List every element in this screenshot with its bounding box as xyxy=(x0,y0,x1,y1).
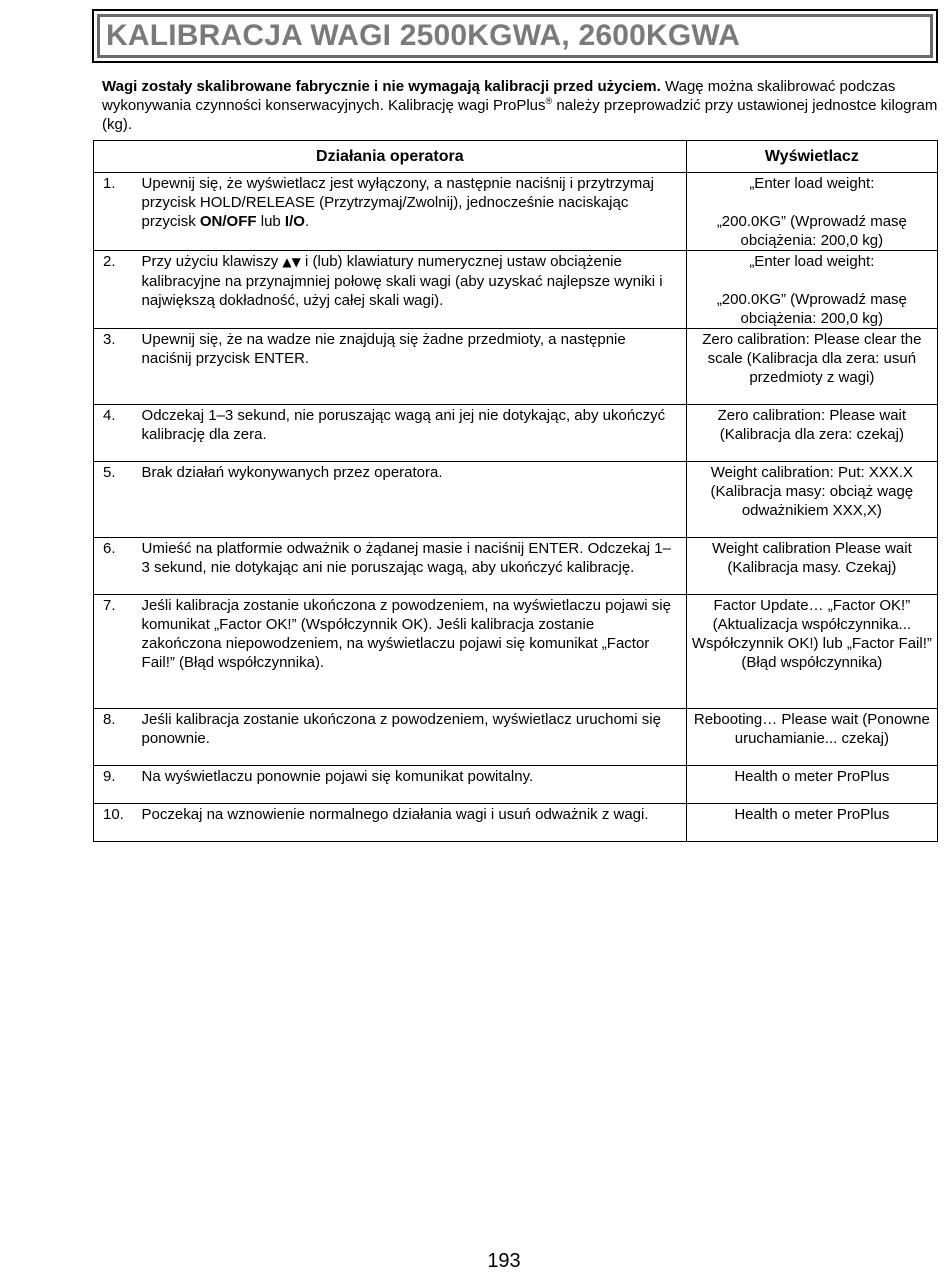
step-number: 2. xyxy=(94,251,135,329)
step-number: 7. xyxy=(94,595,135,709)
step-display: Rebooting… Please wait (Ponowne uruchamianie... czekaj) xyxy=(686,709,937,766)
display-line: „Enter load weight: xyxy=(749,175,875,192)
step-action: Poczekaj na wznowienie normalnego działania wagi i usuń odważnik z wagi. xyxy=(135,804,687,842)
intro-text-2: należy przeprowadzić przy ustawionej jednostce kilogram (kg). xyxy=(102,97,938,133)
step-number: 3. xyxy=(94,329,135,405)
step-number: 8. xyxy=(94,709,135,766)
step-action-text: Upewnij się, że wyświetlacz jest wyłączony, a następnie naciśnij i przytrzymaj przycisk HOLD/RELEASE (Przytrzymaj/Zwolnij), jednocześnie naciskając przycisk xyxy=(141,175,654,230)
up-down-arrow-icon: ▲▼ xyxy=(282,255,301,269)
step-display: Health o meter ProPlus xyxy=(686,804,937,842)
table-row xyxy=(94,804,938,842)
step-number: 4. xyxy=(94,405,135,462)
key-i-o: I/O xyxy=(284,213,305,230)
step-display: Factor Update… „Factor OK!” (Aktualizacja współczynnika... Współczynnik OK!) lub „Factor Fail!” (Błąd współczynnika) xyxy=(686,595,937,709)
step-display xyxy=(686,173,937,251)
header-actions: Działania operatora xyxy=(94,141,687,173)
step-display: Weight calibration: Put: XXX.X (Kalibracja masy: obciąż wagę odważnikiem XXX,X) xyxy=(686,462,937,538)
step-action-text: Przy użyciu klawiszy xyxy=(141,253,283,270)
table-row xyxy=(94,405,938,462)
step-action-text: lub xyxy=(256,213,285,230)
intro-paragraph xyxy=(102,77,944,134)
step-number: 10. xyxy=(94,804,135,842)
table-row xyxy=(94,173,938,251)
intro-bold-text: Wagi zostały skalibrowane fabrycznie i nie wymagają kalibracji przed użyciem. xyxy=(102,78,661,95)
page-number: 193 xyxy=(487,1250,521,1272)
step-action xyxy=(135,173,687,251)
key-on-off: ON/OFF xyxy=(199,213,257,230)
step-number: 5. xyxy=(94,462,135,538)
table-row xyxy=(94,538,938,595)
step-action-text: . xyxy=(304,213,310,230)
step-number: 6. xyxy=(94,538,135,595)
intro-text-1: Wagę można skalibrować podczas wykonywania czynności konserwacyjnych. Kalibrację wagi ProPlus xyxy=(102,78,896,114)
display-line: „200.0KG” (Wprowadź masę obciążenia: 200,0 kg) xyxy=(716,291,907,327)
table-row xyxy=(94,766,938,804)
step-action: Odczekaj 1–3 sekund, nie poruszając wagą ani jej nie dotykając, aby ukończyć kalibrację dla zera. xyxy=(135,405,687,462)
header-display: Wyświetlacz xyxy=(686,141,937,173)
step-display xyxy=(686,251,937,329)
table-header-row xyxy=(94,141,938,173)
spacer xyxy=(691,193,933,212)
step-action xyxy=(135,251,687,329)
table-row xyxy=(94,329,938,405)
calibration-table xyxy=(93,140,938,842)
step-action: Jeśli kalibracja zostanie ukończona z powodzeniem, na wyświetlaczu pojawi się komunikat „Factor OK!” (Współczynnik OK). Jeśli kalibracja zostanie zakończona niepowodzeniem, na wyświetlaczu pojawi się komunikat „Factor Fail!” (Błąd współczynnika). xyxy=(135,595,687,709)
step-action: Na wyświetlaczu ponownie pojawi się komunikat powitalny. xyxy=(135,766,687,804)
step-display: Zero calibration: Please wait (Kalibracja dla zera: czekaj) xyxy=(686,405,937,462)
step-number: 1. xyxy=(94,173,135,251)
step-display: Zero calibration: Please clear the scale (Kalibracja dla zera: usuń przedmioty z wagi) xyxy=(686,329,937,405)
table-row xyxy=(94,595,938,709)
step-display: Health o meter ProPlus xyxy=(686,766,937,804)
table-row xyxy=(94,709,938,766)
step-action-text: i (lub) klawiatury numerycznej ustaw obciążenie kalibracyjne na przynajmniej połowę skali wagi (aby uzyskać najlepsze wyniki i największą dokładność, użyj całej skali wagi). xyxy=(141,253,663,309)
page-title: KALIBRACJA WAGI 2500KGWA, 2600KGWA xyxy=(106,19,741,52)
step-action: Jeśli kalibracja zostanie ukończona z powodzeniem, wyświetlacz uruchomi się ponownie. xyxy=(135,709,687,766)
table-row xyxy=(94,251,938,329)
title-box xyxy=(92,9,938,63)
registered-mark: ® xyxy=(545,96,553,106)
display-line: „Enter load weight: xyxy=(749,253,875,270)
table-row xyxy=(94,462,938,538)
step-number: 9. xyxy=(94,766,135,804)
step-action: Umieść na platformie odważnik o żądanej masie i naciśnij ENTER. Odczekaj 1–3 sekund, nie dotykając ani nie poruszając wagą, aby ukończyć kalibrację. xyxy=(135,538,687,595)
spacer xyxy=(691,271,933,290)
title-frame xyxy=(97,14,933,58)
step-action: Brak działań wykonywanych przez operatora. xyxy=(135,462,687,538)
step-action: Upewnij się, że na wadze nie znajdują się żadne przedmioty, a następnie naciśnij przycisk ENTER. xyxy=(135,329,687,405)
display-line: „200.0KG” (Wprowadź masę obciążenia: 200,0 kg) xyxy=(716,213,907,249)
step-display: Weight calibration Please wait (Kalibracja masy. Czekaj) xyxy=(686,538,937,595)
